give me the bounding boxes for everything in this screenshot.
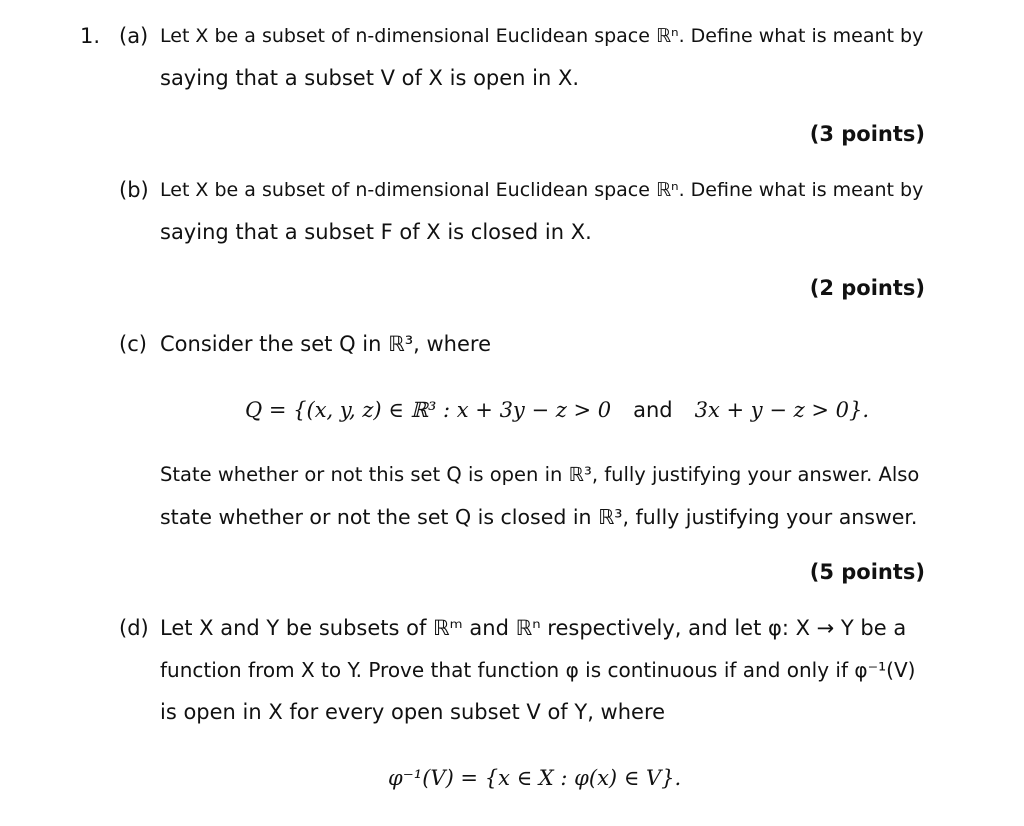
part-d-line-2: function from X to Y. Prove that function φ is continuous if and only if φ⁻¹(V) bbox=[160, 658, 916, 682]
question-number: 1. bbox=[80, 24, 101, 48]
part-b-line-2: saying that a subset F of X is closed in X. bbox=[160, 220, 592, 244]
part-b-points: (2 points) bbox=[809, 276, 925, 300]
preimage-formula: φ⁻¹(V) = {x ∈ X : φ(x) ∈ V}. bbox=[388, 766, 682, 790]
part-a-points: (3 points) bbox=[809, 122, 925, 146]
part-c-points: (5 points) bbox=[809, 560, 925, 584]
part-d-label: (d) bbox=[119, 616, 149, 640]
part-c-line-1: Consider the set Q in ℝ³, where bbox=[160, 332, 491, 356]
part-d-line-1: Let X and Y be subsets of ℝᵐ and ℝⁿ respectively, and let φ: X → Y be a bbox=[160, 616, 907, 640]
set-q-formula-right: 3x + y − z > 0}. bbox=[694, 398, 870, 422]
part-b-line-1: Let X be a subset of n-dimensional Euclidean space ℝⁿ. Define what is meant by bbox=[160, 179, 924, 201]
part-a-label: (a) bbox=[119, 24, 149, 48]
part-a-line-1: Let X be a subset of n-dimensional Euclidean space ℝⁿ. Define what is meant by bbox=[160, 25, 924, 47]
part-a-line-2: saying that a subset V of X is open in X. bbox=[160, 66, 580, 90]
part-c-label: (c) bbox=[119, 332, 147, 356]
part-b-label: (b) bbox=[119, 178, 149, 202]
part-d-line-3: is open in X for every open subset V of Y, where bbox=[160, 700, 666, 724]
part-c-line-2: State whether or not this set Q is open in ℝ³, fully justifying your answer. Also bbox=[160, 463, 920, 486]
set-q-formula bbox=[245, 396, 869, 424]
part-c-line-3: state whether or not the set Q is closed in ℝ³, fully justifying your answer. bbox=[160, 505, 918, 529]
set-q-formula-left: Q = {(x, y, z) ∈ ℝ³ : x + 3y − z > 0 bbox=[245, 398, 612, 422]
set-q-formula-and: and bbox=[633, 398, 673, 422]
